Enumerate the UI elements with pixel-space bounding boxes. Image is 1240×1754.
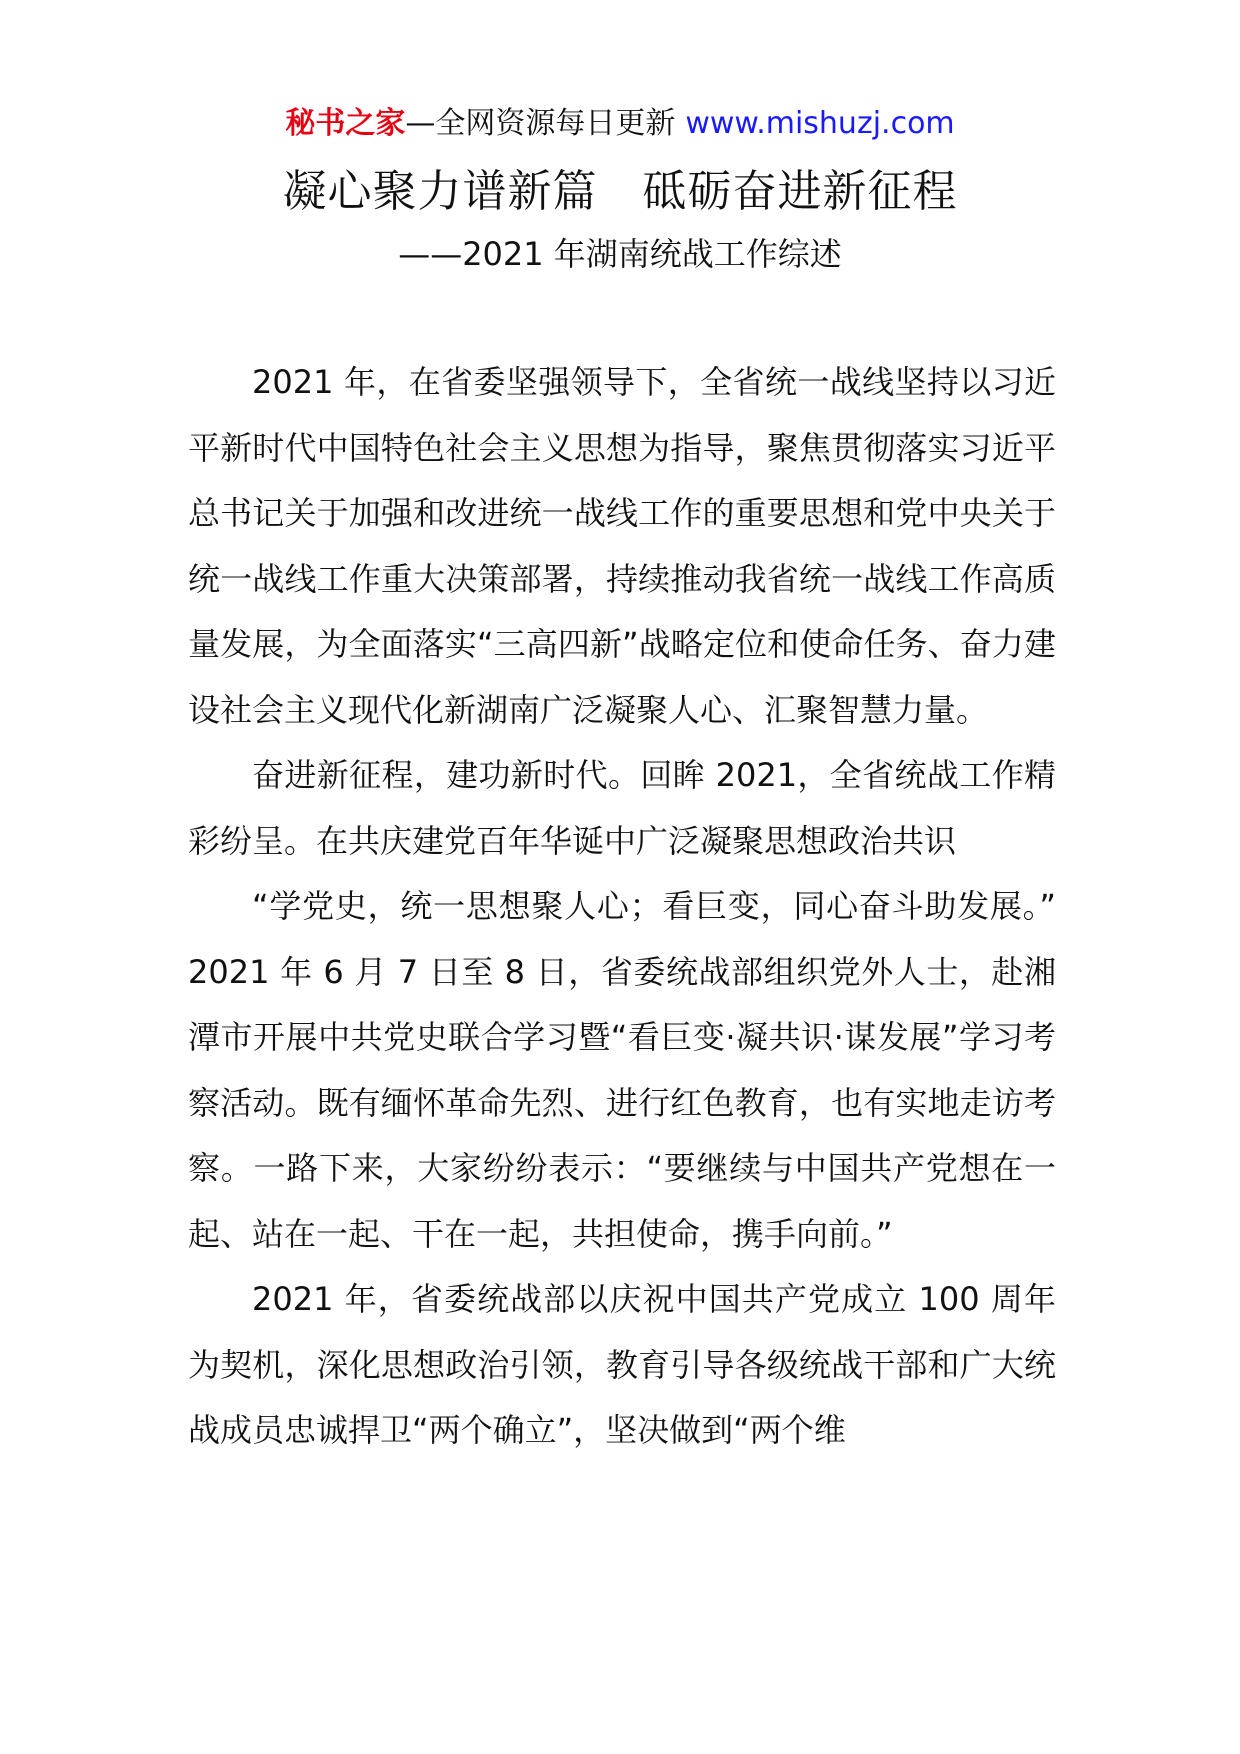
document-body [188, 350, 1056, 1464]
document-title: 凝心聚力谱新篇 砥砺奋进新征程 [282, 166, 958, 217]
document-subtitle: ——2021 年湖南统战工作综述 [398, 235, 842, 273]
page-header [0, 104, 1240, 144]
paragraph: “学党史，统一思想聚人心；看巨变，同心奋斗助发展。” 2021 年 6 月 7 日至 8 日，省委统战部组织党外人士，赴湘潭市开展中共党史联合学习暨“看巨变·凝共识·谋发展”学习考察活动。既有缅怀革命先烈、进行红色教育，也有实地走访考察。一路下来，大家纷纷表示：“要继续与中国共产党想在一起、站在一起、干在一起，共担使命，携手向前。” [188, 887, 1056, 1253]
paragraph: 奋进新征程，建功新时代。回眸 2021，全省统战工作精彩纷呈。在共庆建党百年华诞中广泛凝聚思想政治共识 [188, 756, 1056, 860]
site-url-link[interactable]: www.mishuzj.com [685, 106, 955, 141]
paragraph: 2021 年，省委统战部以庆祝中国共产党成立 100 周年为契机，深化思想政治引领，教育引导各级统战干部和广大统战成员忠诚捍卫“两个确立”，坚决做到“两个维 [188, 1280, 1056, 1449]
brand-name: 秘书之家 [285, 106, 406, 141]
paragraph: 2021 年，在省委坚强领导下，全省统一战线坚持以习近平新时代中国特色社会主义思想为指导，聚焦贯彻落实习近平总书记关于加强和改进统一战线工作的重要思想和党中央关于统一战线工作重大决策部署，持续推动我省统一战线工作高质量发展，为全面落实“三高四新”战略定位和使命任务、奋力建设社会主义现代化新湖南广泛凝聚人心、汇聚智慧力量。 [188, 363, 1056, 729]
header-tagline: —全网资源每日更新 [405, 106, 676, 141]
